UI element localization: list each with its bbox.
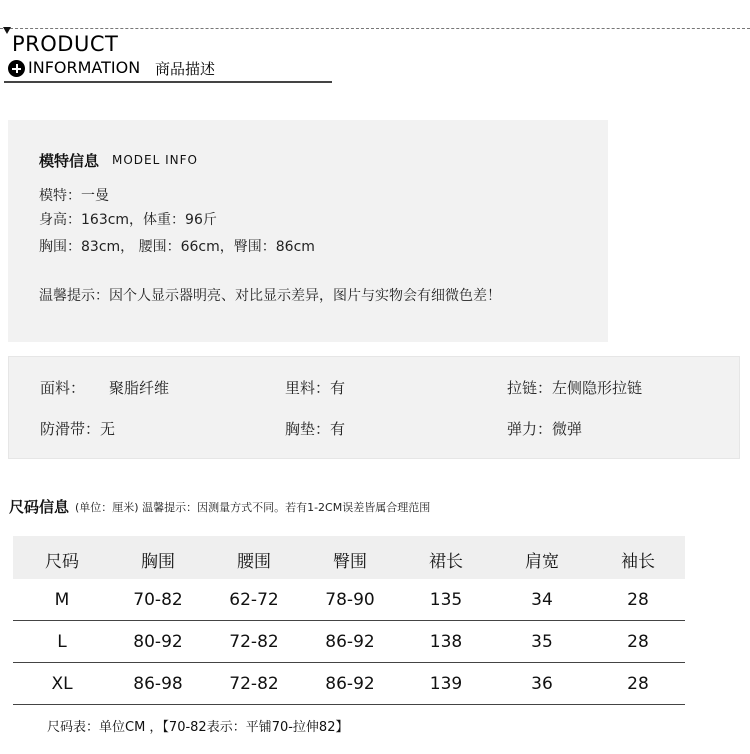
cell-size: M	[54, 590, 70, 610]
model-info-title: 模特信息	[39, 152, 100, 170]
row-divider	[13, 620, 685, 621]
size-info-note: (单位：厘米) 温馨提示：因测量方式不同。若有1-2CM误差皆属合理范围	[75, 501, 431, 514]
col-header-length: 裙长	[429, 552, 463, 572]
col-header-sleeve: 袖长	[621, 552, 655, 572]
size-footnote: 尺码表：单位CM ，【70-82表示：平铺70-拉伸82】	[47, 720, 349, 735]
cell-hip: 78-90	[325, 590, 375, 610]
row-divider	[13, 704, 685, 705]
cell-shoulder: 35	[531, 632, 553, 652]
plus-circle-icon	[8, 60, 25, 77]
cell-length: 139	[429, 674, 463, 694]
fabric-info-panel	[8, 356, 740, 459]
model-name: 模特：一曼	[39, 188, 109, 204]
cell-bust: 86-98	[133, 674, 183, 694]
cell-length: 138	[429, 632, 463, 652]
cell-waist: 72-82	[229, 674, 279, 694]
model-measurements: 胸围：83cm， 腰围：66cm，臀围：86cm	[39, 239, 315, 255]
color-tip: 温馨提示：因个人显示器明亮、对比显示差异，图片与实物会有细微色差！	[39, 288, 501, 304]
cell-shoulder: 36	[531, 674, 553, 694]
material-value: 聚脂纤维	[109, 379, 170, 397]
cell-bust: 70-82	[133, 590, 183, 610]
section-title-product: PRODUCT	[12, 32, 119, 56]
section-subtitle-cn: 商品描述	[155, 60, 216, 78]
triangle-down-icon	[3, 27, 11, 34]
cell-hip: 86-92	[325, 674, 375, 694]
col-header-hip: 臀围	[333, 552, 367, 572]
cell-size: XL	[51, 674, 73, 694]
cell-size: L	[57, 632, 67, 652]
zipper-info: 拉链：左侧隐形拉链	[507, 379, 643, 397]
cell-waist: 72-82	[229, 632, 279, 652]
material-label: 面料：	[40, 379, 86, 397]
cell-sleeve: 28	[627, 632, 649, 652]
lining-info: 里料：有	[285, 379, 346, 397]
col-header-size: 尺码	[45, 552, 79, 572]
elasticity-info: 弹力：微弹	[507, 420, 583, 438]
top-dashed-divider	[0, 28, 750, 29]
row-divider	[13, 662, 685, 663]
cell-shoulder: 34	[531, 590, 553, 610]
col-header-waist: 腰围	[237, 552, 271, 572]
model-info-title-en: MODEL INFO	[112, 153, 198, 167]
cell-sleeve: 28	[627, 590, 649, 610]
col-header-shoulder: 肩宽	[525, 552, 559, 572]
cell-length: 135	[429, 590, 463, 610]
model-height-weight: 身高：163cm，体重：96斤	[39, 212, 217, 228]
header-underline	[4, 81, 332, 83]
size-info-title: 尺码信息	[9, 498, 70, 516]
section-subtitle-information: INFORMATION	[28, 58, 141, 77]
padding-info: 胸垫：有	[285, 420, 346, 438]
cell-bust: 80-92	[133, 632, 183, 652]
anti-slip-info: 防滑带：无	[40, 420, 116, 438]
cell-hip: 86-92	[325, 632, 375, 652]
cell-waist: 62-72	[229, 590, 279, 610]
col-header-bust: 胸围	[141, 552, 175, 572]
cell-sleeve: 28	[627, 674, 649, 694]
